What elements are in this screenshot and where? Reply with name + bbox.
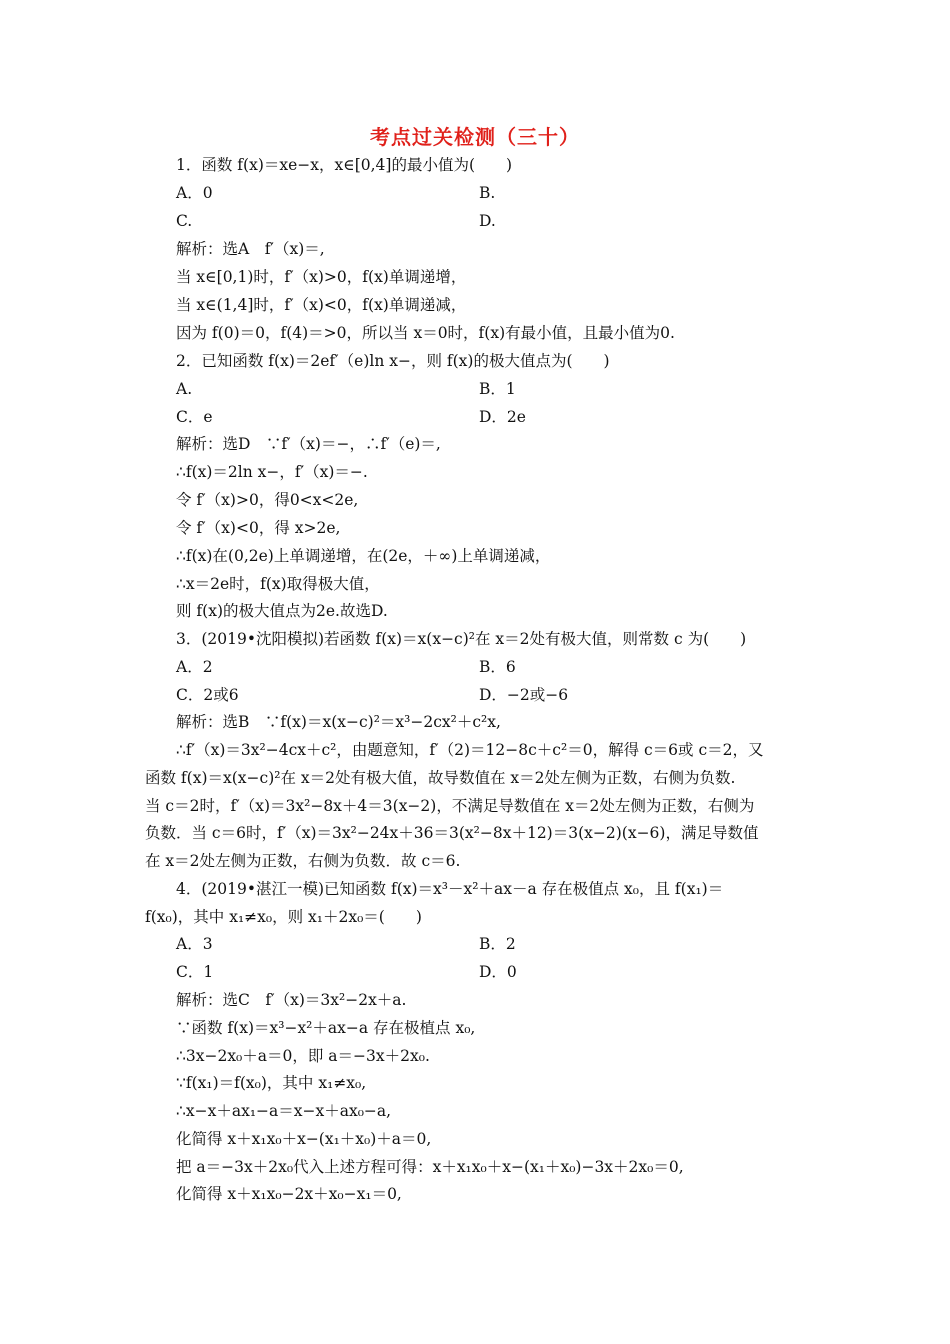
- q2-option-a: A.: [176, 380, 193, 398]
- q2-solution-line: 令 f′（x)<0，得 x>2e,: [176, 519, 341, 537]
- q3-option-b: B．6: [479, 658, 516, 676]
- q1-option-d: D.: [479, 212, 496, 230]
- q2-solution-line: 则 f(x)的极大值点为2e.故选D.: [176, 602, 388, 620]
- q4-option-d: D．0: [479, 963, 517, 981]
- q1-stem: 1．函数 f(x)＝xe−x，x∈[0,4]的最小值为( ): [176, 156, 513, 174]
- q4-option-a: A．3: [176, 935, 213, 953]
- q4-option-b: B．2: [479, 935, 516, 953]
- q4-stem-continued: f(x₀)，其中 x₁≠x₀，则 x₁＋2x₀＝( ): [145, 908, 422, 926]
- q4-solution-line: ∵f(x₁)＝f(x₀)，其中 x₁≠x₀,: [176, 1074, 367, 1092]
- q1-option-a: A．0: [176, 184, 213, 202]
- q4-solution-line: ∵函数 f(x)＝x³−x²＋ax−a 存在极植点 x₀,: [176, 1019, 476, 1037]
- q2-solution-line: 解析：选D ∵f′（x)＝−，∴f′（e)＝,: [176, 435, 441, 453]
- q2-solution-line: ∴f(x)在(0,2e)上单调递增，在(2e，＋∞)上单调递减，: [176, 547, 551, 565]
- q3-solution-line: 当 c＝2时，f′（x)＝3x²−8x＋4＝3(x−2)，不满足导数值在 x＝2处左侧为正数，右侧为: [145, 797, 755, 815]
- q3-solution-line: 在 x＝2处左侧为正数，右侧为负数．故 c＝6.: [145, 852, 461, 870]
- q4-option-c: C．1: [176, 963, 214, 981]
- q1-solution-line: 因为 f(0)＝0，f(4)＝>0，所以当 x＝0时，f(x)有最小值，且最小值为0.: [176, 324, 675, 342]
- q3-option-d: D．−2或−6: [479, 686, 569, 704]
- q3-option-a: A．2: [176, 658, 213, 676]
- q2-stem: 2．已知函数 f(x)＝2ef′（e)ln x−，则 f(x)的极大值点为( ): [176, 352, 610, 370]
- q2-option-c: C．e: [176, 408, 213, 426]
- q4-solution-line: 解析：选C f′（x)＝3x²−2x＋a.: [176, 991, 407, 1009]
- page-title: 考点过关检测（三十）: [370, 125, 580, 149]
- q2-solution-line: 令 f′（x)>0，得0<x<2e,: [176, 491, 359, 509]
- q1-option-c: C.: [176, 212, 193, 230]
- q2-solution-line: ∴f(x)＝2ln x−，f′（x)＝−.: [176, 463, 368, 481]
- q3-option-c: C．2或6: [176, 686, 239, 704]
- q4-solution-line: 化简得 x＋x₁x₀＋x−(x₁＋x₀)＋a＝0,: [176, 1130, 432, 1148]
- q1-solution-line: 解析：选A f′（x)＝,: [176, 240, 325, 258]
- q3-solution-line: ∴f′（x)＝3x²−4cx＋c²，由题意知，f′（2)＝12−8c＋c²＝0，解得 c＝6或 c＝2，又: [176, 741, 764, 759]
- q4-stem: 4．(2019•湛江一模)已知函数 f(x)＝x³－x²＋ax－a 存在极值点 x₀，且 f(x₁)＝: [176, 880, 724, 898]
- q4-solution-line: 化简得 x＋x₁x₀−2x＋x₀−x₁＝0,: [176, 1185, 402, 1203]
- q1-solution-line: 当 x∈(1,4]时，f′（x)<0，f(x)单调递减，: [176, 296, 467, 314]
- q1-option-b: B.: [479, 184, 496, 202]
- q3-solution-line: 负数．当 c＝6时，f′（x)＝3x²−24x＋36＝3(x²−8x＋12)＝3(x−2)(x−6)，满足导数值: [145, 824, 759, 842]
- q3-solution-line: 解析：选B ∵f(x)＝x(x−c)²＝x³−2cx²＋c²x,: [176, 713, 501, 731]
- q2-solution-line: ∴x＝2e时，f(x)取得极大值，: [176, 575, 380, 593]
- q4-solution-line: ∴x−x＋ax₁−a＝x−x＋ax₀−a,: [176, 1102, 392, 1120]
- q4-solution-line: ∴3x−2x₀＋a＝0，即 a＝−3x＋2x₀.: [176, 1047, 430, 1065]
- q2-option-b: B．1: [479, 380, 516, 398]
- q3-solution-line: 函数 f(x)＝x(x−c)²在 x＝2处有极大值，故导数值在 x＝2处左侧为正数，右侧为负数.: [145, 769, 736, 787]
- q3-stem: 3．(2019•沈阳模拟)若函数 f(x)＝x(x−c)²在 x＝2处有极大值，则常数 c 为( ): [176, 630, 747, 648]
- q1-solution-line: 当 x∈[0,1)时，f′（x)>0，f(x)单调递增，: [176, 268, 467, 286]
- q2-option-d: D．2e: [479, 408, 526, 426]
- q4-solution-line: 把 a＝−3x＋2x₀代入上述方程可得：x＋x₁x₀＋x−(x₁＋x₀)−3x＋2x₀＝0,: [176, 1158, 684, 1176]
